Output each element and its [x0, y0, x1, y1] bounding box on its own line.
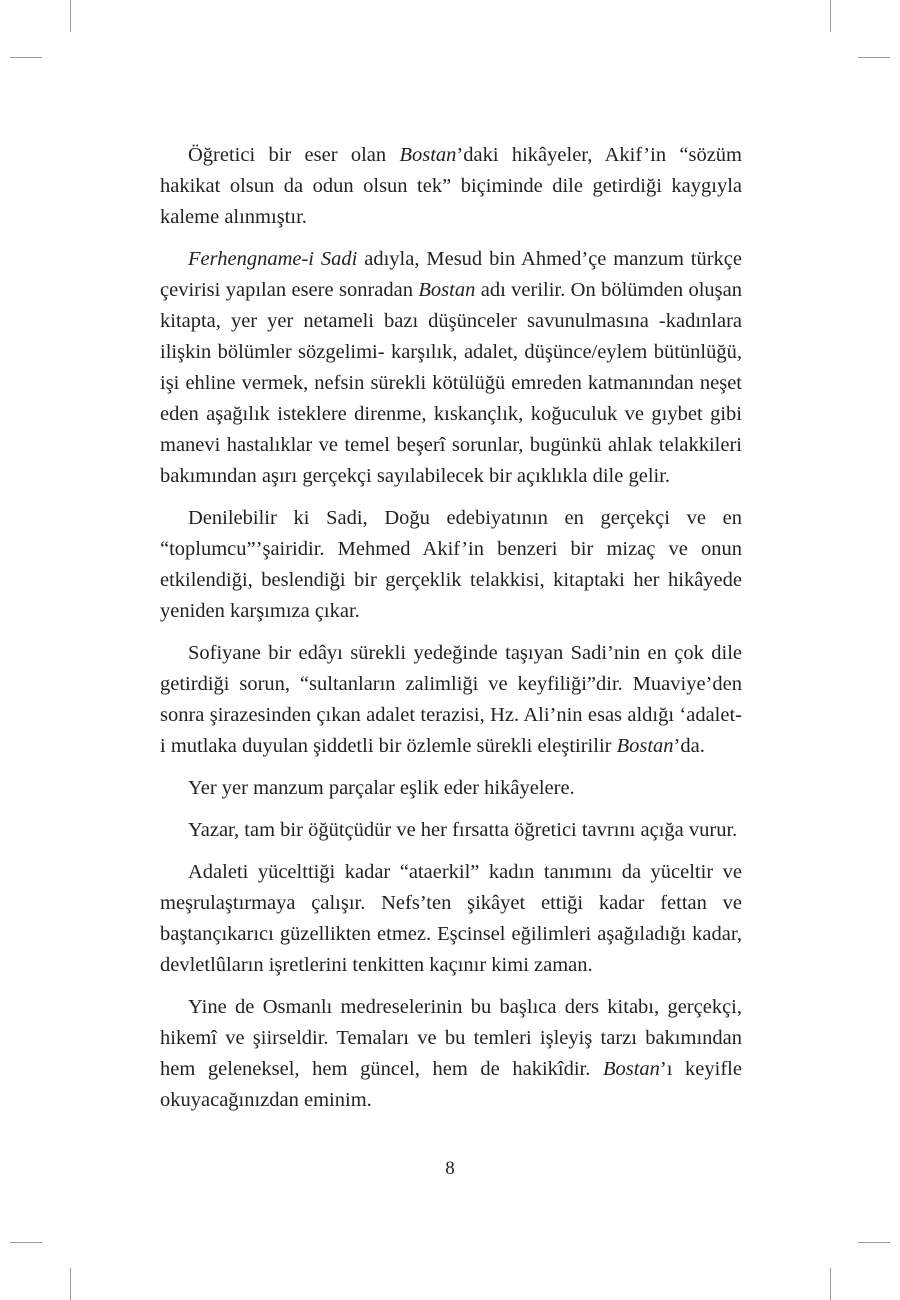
- text-run: adıyla, Mesud bin Ahmed’çe manzum türkçe çevirisi yapılan esere sonradan: [160, 248, 743, 301]
- paragraph: [160, 140, 742, 233]
- crop-mark-top-right: [830, 0, 831, 32]
- italic-title: Bostan: [602, 1058, 660, 1080]
- text-run: ’ı keyifle okuyacağınızdan eminim.: [160, 1058, 742, 1111]
- paragraph: [160, 638, 742, 762]
- text-run: Yer yer manzum parçalar eşlik eder hikâyelere.: [188, 777, 575, 799]
- text-run: Sofiyane bir edâyı sürekli yedeğinde taşıyan Sadi’nin en çok dile getirdiği sorun, “sultanların zalimliği ve keyfiliği”dir. Muaviye’den sonra şirazesinden çıkan adalet terazisi, Hz. Ali’nin esas aldığı ‘adalet-i mutlaka duyulan şiddetli bir özlemle sürekli eleştirilir: [160, 642, 742, 757]
- paragraph: [160, 244, 742, 492]
- text-run: Adaleti yücelttiği kadar “ataerkil” kadın tanımını da yüceltir ve meşrulaştırmaya çalışır. Nefs’ten şikâyet ettiği kadar fettan ve baştançıkarıcı güzellikten etmez. Eşcinsel eğilimleri aşağıladığı kadar, devletlûların işretlerini tenkitten kaçınır kimi zaman.: [160, 861, 742, 976]
- text-run: adı verilir. On bölümden oluşan kitapta, yer yer netameli bazı düşünceler savunulmasına -kadınlara ilişkin bölümler sözgelimi- karşılık, adalet, düşünce/eylem bütünlüğü, işi ehline vermek, nefsin sürekli kötülüğü emreden katmanından neşet eden aşağılık isteklere direnme, kıskançlık, koğuculuk ve gıybet gibi manevi hastalıklar ve temel beşerî sorunlar, bugünkü ahlak telakkileri bakımından aşırı gerçekçi sayılabilecek bir açıklıkla dile gelir.: [160, 279, 743, 487]
- paragraph: [160, 992, 742, 1116]
- crop-mark-left-bottom: [10, 1242, 42, 1243]
- text-run: Öğretici bir eser olan: [188, 144, 400, 166]
- text-run: ’da.: [673, 735, 705, 757]
- crop-mark-bottom-right: [830, 1268, 831, 1300]
- italic-title: Bostan: [418, 279, 476, 301]
- text-run: Denilebilir ki Sadi, Doğu edebiyatının en gerçekçi ve en “toplumcu”’şairidir. Mehmed Akif’in benzeri bir mizaç ve onun etkilendiği, beslendiği bir gerçeklik telakkisi, kitaptaki her hikâyede yeniden karşımıza çıkar.: [160, 507, 742, 622]
- paragraph: [160, 773, 742, 804]
- page-body: [160, 140, 742, 1127]
- italic-title: Bostan: [399, 144, 457, 166]
- crop-mark-bottom-left: [70, 1268, 71, 1300]
- italic-title: Ferhengname-i Sadi: [188, 248, 358, 270]
- crop-mark-right-top: [858, 57, 890, 58]
- italic-title: Bostan: [616, 735, 674, 757]
- text-run: Yine de Osmanlı medreselerinin bu başlıca ders kitabı, gerçekçi, hikemî ve şiirseldir. Temaları ve bu temleri işleyiş tarzı bakımından hem geleneksel, hem güncel, hem de hakikîdir.: [160, 996, 742, 1080]
- crop-mark-left-top: [10, 57, 42, 58]
- crop-mark-top-left: [70, 0, 71, 32]
- text-run: ’daki hikâyeler, Akif’in “sözüm hakikat olsun da odun olsun tek” biçiminde dile getirdiği kaygıyla kaleme alınmıştır.: [160, 144, 742, 228]
- crop-mark-right-bottom: [858, 1242, 890, 1243]
- text-run: Yazar, tam bir öğütçüdür ve her fırsatta öğretici tavrını açığa vurur.: [188, 819, 738, 841]
- paragraph: [160, 503, 742, 627]
- page-number: 8: [445, 1158, 455, 1179]
- paragraph: [160, 815, 742, 846]
- paragraph: [160, 857, 742, 981]
